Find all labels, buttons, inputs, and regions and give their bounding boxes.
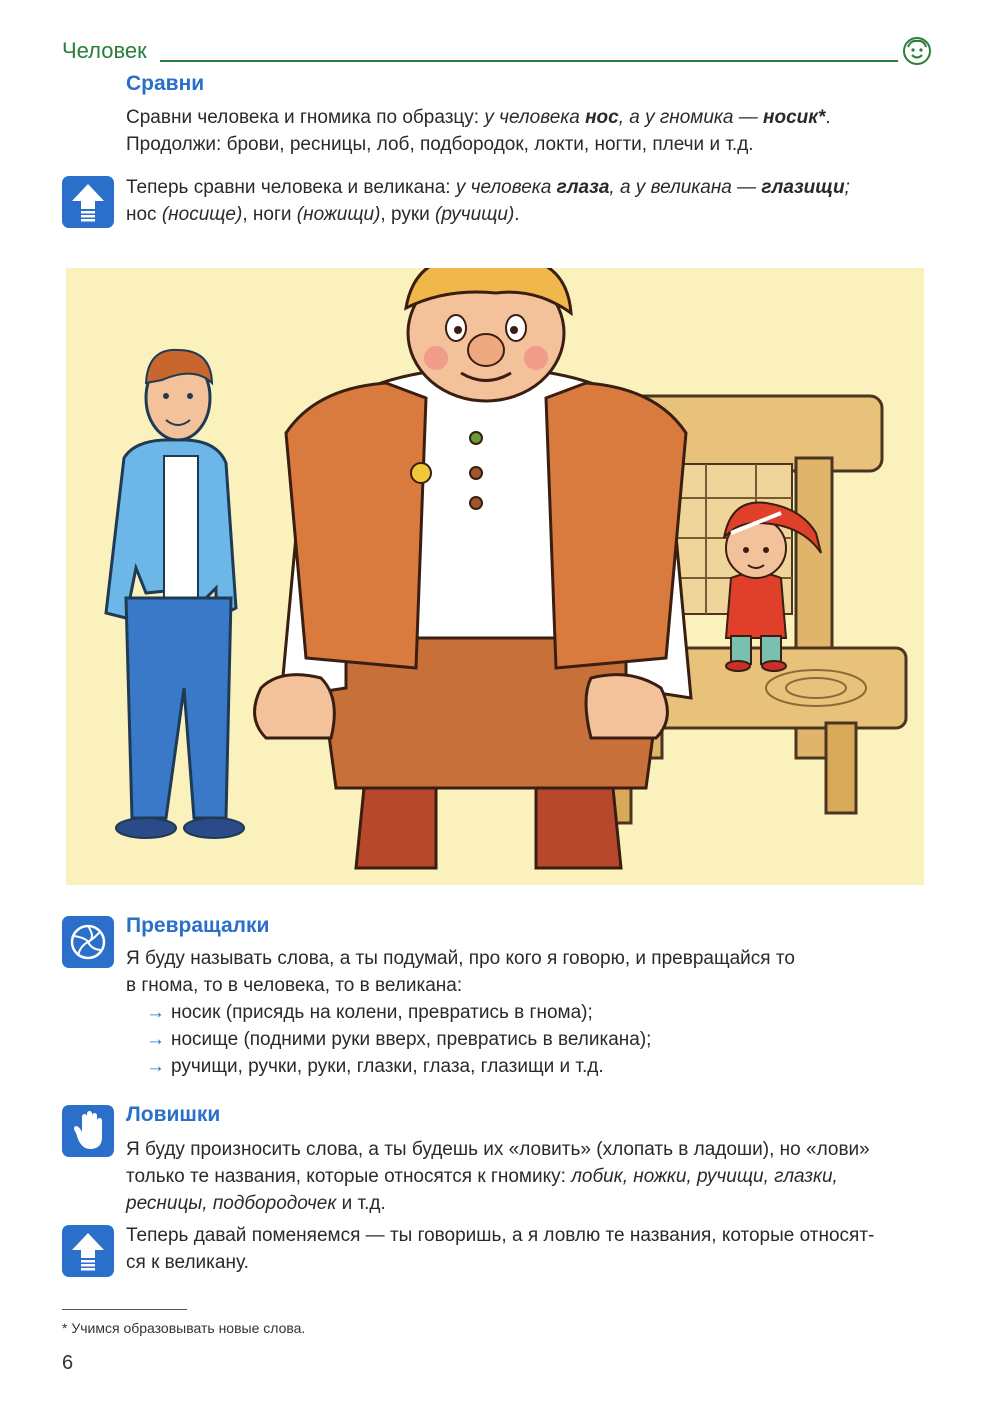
text-fragment: , а у гномика —	[618, 107, 763, 128]
arrow-right-icon: →	[146, 1029, 165, 1050]
text-fragment: , руки	[380, 204, 436, 225]
arrow-right-icon: →	[146, 1056, 165, 1077]
text-fragment: ;	[844, 177, 850, 198]
list-item-text: ручищи, ручки, руки, глазки, глаза, глазищи и т.д.	[171, 1056, 604, 1077]
text-fragment: .	[825, 107, 831, 128]
text-fragment: только те названия, которые относятся к гномику:	[126, 1166, 572, 1187]
list-item	[146, 1053, 604, 1080]
text-fragment: ся к великану.	[126, 1252, 249, 1273]
text-fragment: , а у великана —	[609, 177, 762, 198]
text-fragment: и т.д.	[336, 1193, 386, 1214]
level-up-arrow-icon	[62, 176, 114, 228]
text-fragment: (ручищи)	[435, 204, 515, 225]
section-title-transform: Превращалки	[126, 914, 270, 937]
page-header	[62, 36, 932, 72]
text-fragment: (носище)	[161, 204, 243, 225]
text-fragment: Теперь сравни человека и великана:	[126, 177, 456, 198]
compare-continue-line: Продолжи: брови, ресницы, лоб, подбородок, локти, ногти, плечи и т.д.	[126, 134, 754, 155]
list-item	[146, 999, 593, 1026]
illustration-drawing	[66, 268, 924, 885]
list-item	[146, 1026, 651, 1053]
list-item-text: носище (подними руки вверх, превратись в великана);	[171, 1029, 652, 1050]
man-figure	[106, 350, 244, 838]
giant-compare-task	[126, 174, 936, 228]
text-fragment: нос	[126, 204, 162, 225]
text-fragment: нос	[585, 107, 619, 128]
page-number: 6	[62, 1352, 74, 1374]
level-up-arrow-icon	[62, 1225, 114, 1277]
section-title-compare: Сравни	[126, 72, 205, 95]
man-giant-gnome-illustration	[66, 268, 924, 885]
text-fragment: Я буду произносить слова, а ты будешь их «ловить» (хлопать в ладоши), но «лови»	[126, 1139, 870, 1160]
text-fragment: Сравни человека и гномика по образцу:	[126, 107, 485, 128]
text-fragment: Я буду называть слова, а ты подумай, про кого я говорю, и превращайся то	[126, 948, 795, 969]
chapter-title: Человек	[62, 38, 147, 63]
transform-instruction	[126, 945, 926, 999]
footnote: * Учимся образовывать новые слова.	[62, 1320, 306, 1336]
palm-hand-icon	[62, 1105, 114, 1157]
text-fragment: ресницы, подбородочек	[126, 1193, 337, 1214]
text-fragment: , ноги	[242, 204, 297, 225]
text-fragment: Теперь давай поменяемся — ты говоришь, а я ловлю те названия, которые относят-	[126, 1225, 875, 1246]
giant-figure	[255, 268, 691, 868]
swap-roles-task	[126, 1222, 936, 1276]
header-rule	[160, 60, 898, 62]
list-item-text: носик (присядь на колени, превратись в гнома);	[171, 1002, 593, 1023]
compare-instruction	[126, 104, 926, 158]
text-fragment: лобик, ножки, ручищи, глазки,	[571, 1166, 838, 1187]
text-fragment: .	[514, 204, 520, 225]
text-fragment: у человека	[484, 107, 586, 128]
catch-instruction	[126, 1136, 936, 1217]
text-fragment: глаза	[556, 177, 610, 198]
smiley-face-icon	[902, 36, 932, 66]
arrow-right-icon: →	[146, 1002, 165, 1023]
text-fragment: глазищи	[761, 177, 845, 198]
text-fragment: у человека	[455, 177, 557, 198]
footnote-rule	[62, 1309, 187, 1310]
text-fragment: (ножищи)	[296, 204, 381, 225]
volleyball-icon	[62, 916, 114, 968]
text-fragment: носик*	[763, 107, 826, 128]
text-fragment: в гнома, то в человека, то в великана:	[126, 975, 463, 996]
section-title-catch: Ловишки	[126, 1103, 221, 1126]
